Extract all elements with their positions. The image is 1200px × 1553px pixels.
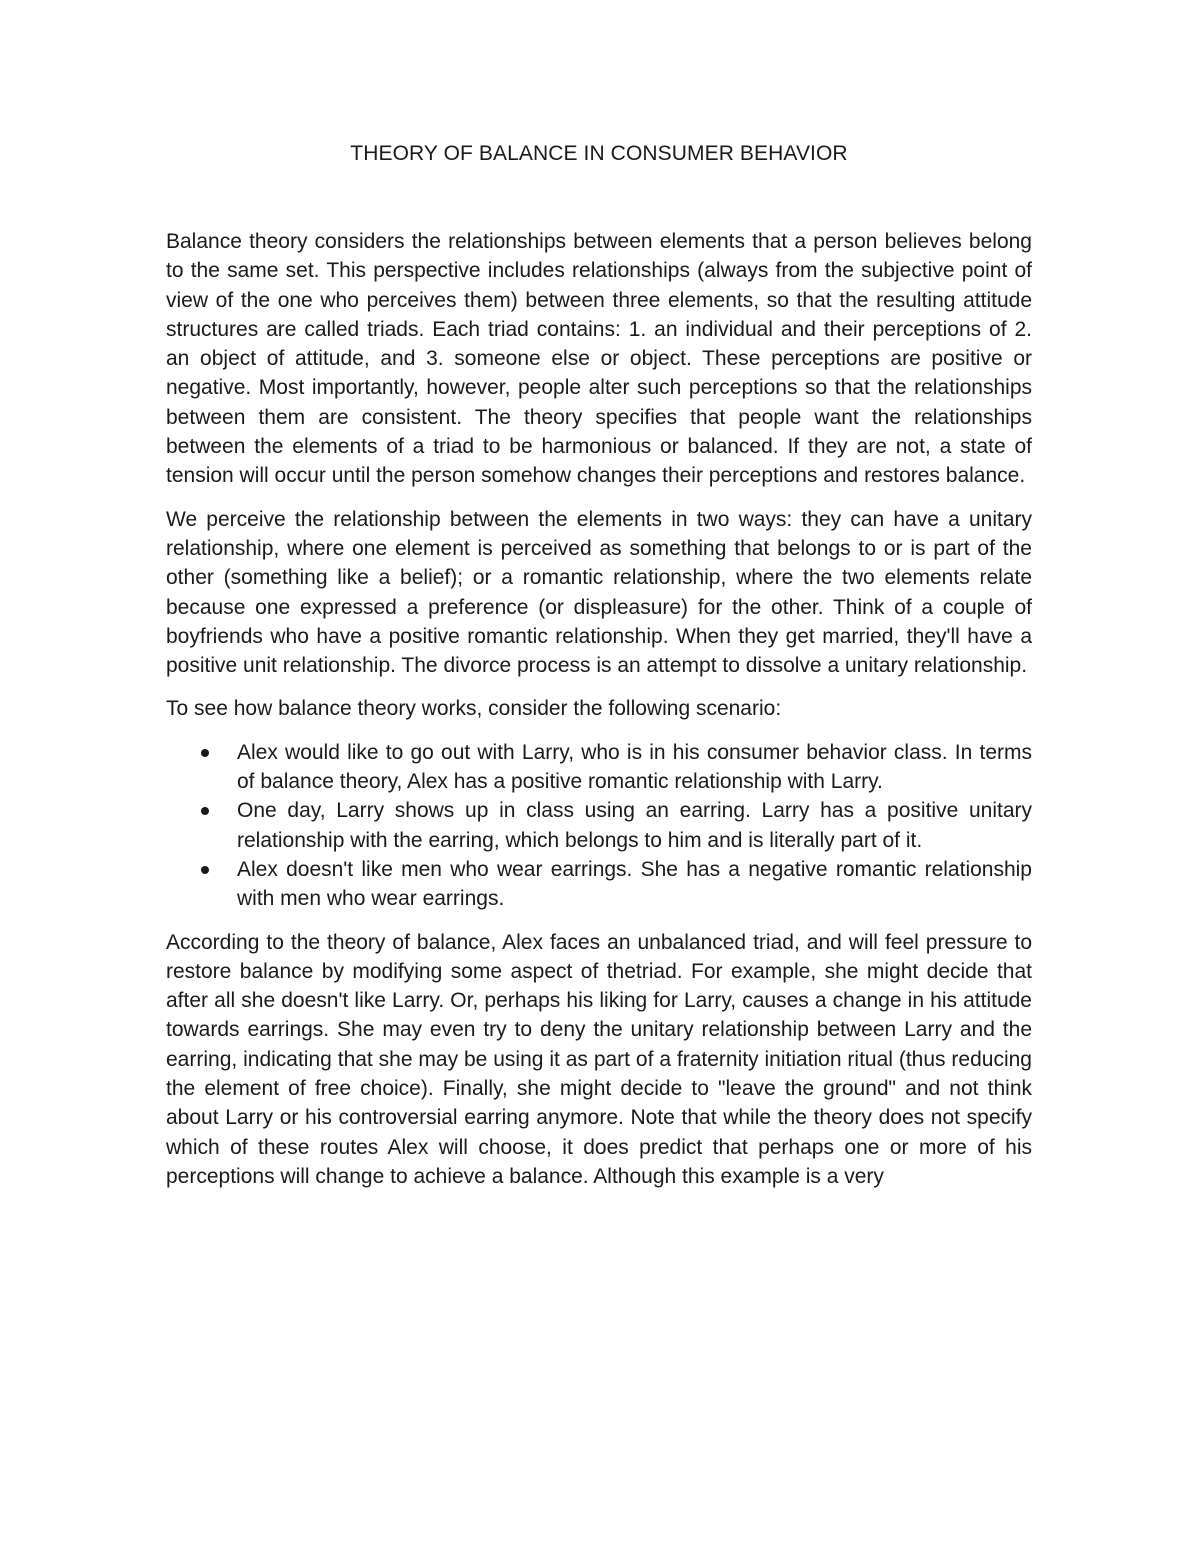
bullet-dot-icon (201, 749, 209, 757)
list-item-text: One day, Larry shows up in class using an earring. Larry has a positive unitary relationship with the earring, which belongs to him and is literally part of it. (237, 799, 1032, 852)
paragraph-balance-theory-intro: Balance theory considers the relationships between elements that a person believes belong to the same set. This perspective includes relationships (always from the subjective point of view of the one who perceives them) between three elements, so that the resulting attitude structures are called triads. Each triad contains: 1. an individual and their perceptions of 2. an object of attitude, and 3. someone else or object. These perceptions are positive or negative. Most importantly, however, people alter such perceptions so that the relationships between them are consistent. The theory specifies that people want the relationships between the elements of a triad to be harmonious or balanced. If they are not, a state of tension will occur until the person somehow changes their perceptions and restores balance. (166, 230, 1032, 488)
paragraph-scenario-intro: To see how balance theory works, consider the following scenario: (166, 697, 782, 721)
bullet-dot-icon (201, 807, 209, 815)
list-item (166, 796, 1032, 855)
document-page (166, 136, 1032, 1205)
list-item-text: Alex would like to go out with Larry, who is in his consumer behavior class. In terms of balance theory, Alex has a positive romantic relationship with Larry. (237, 740, 1032, 794)
list-item-text: Alex doesn't like men who wear earrings. She has a negative romantic relationship with men who wear earrings. (237, 857, 1032, 911)
paragraph-relationship-types: We perceive the relationship between the elements in two ways: they can have a unitary relationship, where one element is perceived as something that belongs to or is part of the other (something like a belief); or a romantic relationship, where the two elements relate because one expressed a preference (or displeasure) for the other. Think of a couple of boyfriends who have a positive romantic relationship. When they get married, they'll have a positive unit relationship. The divorce process is an attempt to dissolve a unitary relationship. (166, 507, 1032, 678)
document-title: THEORY OF BALANCE IN CONSUMER BEHAVIOR (350, 142, 848, 165)
list-item (166, 738, 1032, 797)
bullet-dot-icon (201, 866, 209, 874)
paragraph-unbalanced-triad: According to the theory of balance, Alex faces an unbalanced triad, and will feel pressure to restore balance by modifying some aspect of thetriad. For example, she might decide that after all she doesn't like Larry. Or, perhaps his liking for Larry, causes a change in his attitude towards earrings. She may even try to deny the unitary relationship between Larry and the earring, indicating that she may be using it as part of a fraternity initiation ritual (thus reducing the element of free choice). Finally, she might decide to "leave the ground" and not think about Larry or his controversial earring anymore. Note that while the theory does not specify which of these routes Alex will choose, it does predict that perhaps one or more of his perceptions will change to achieve a balance. Although this example is a very (166, 930, 1032, 1188)
scenario-bullet-list (166, 738, 1032, 914)
list-item (166, 855, 1032, 914)
